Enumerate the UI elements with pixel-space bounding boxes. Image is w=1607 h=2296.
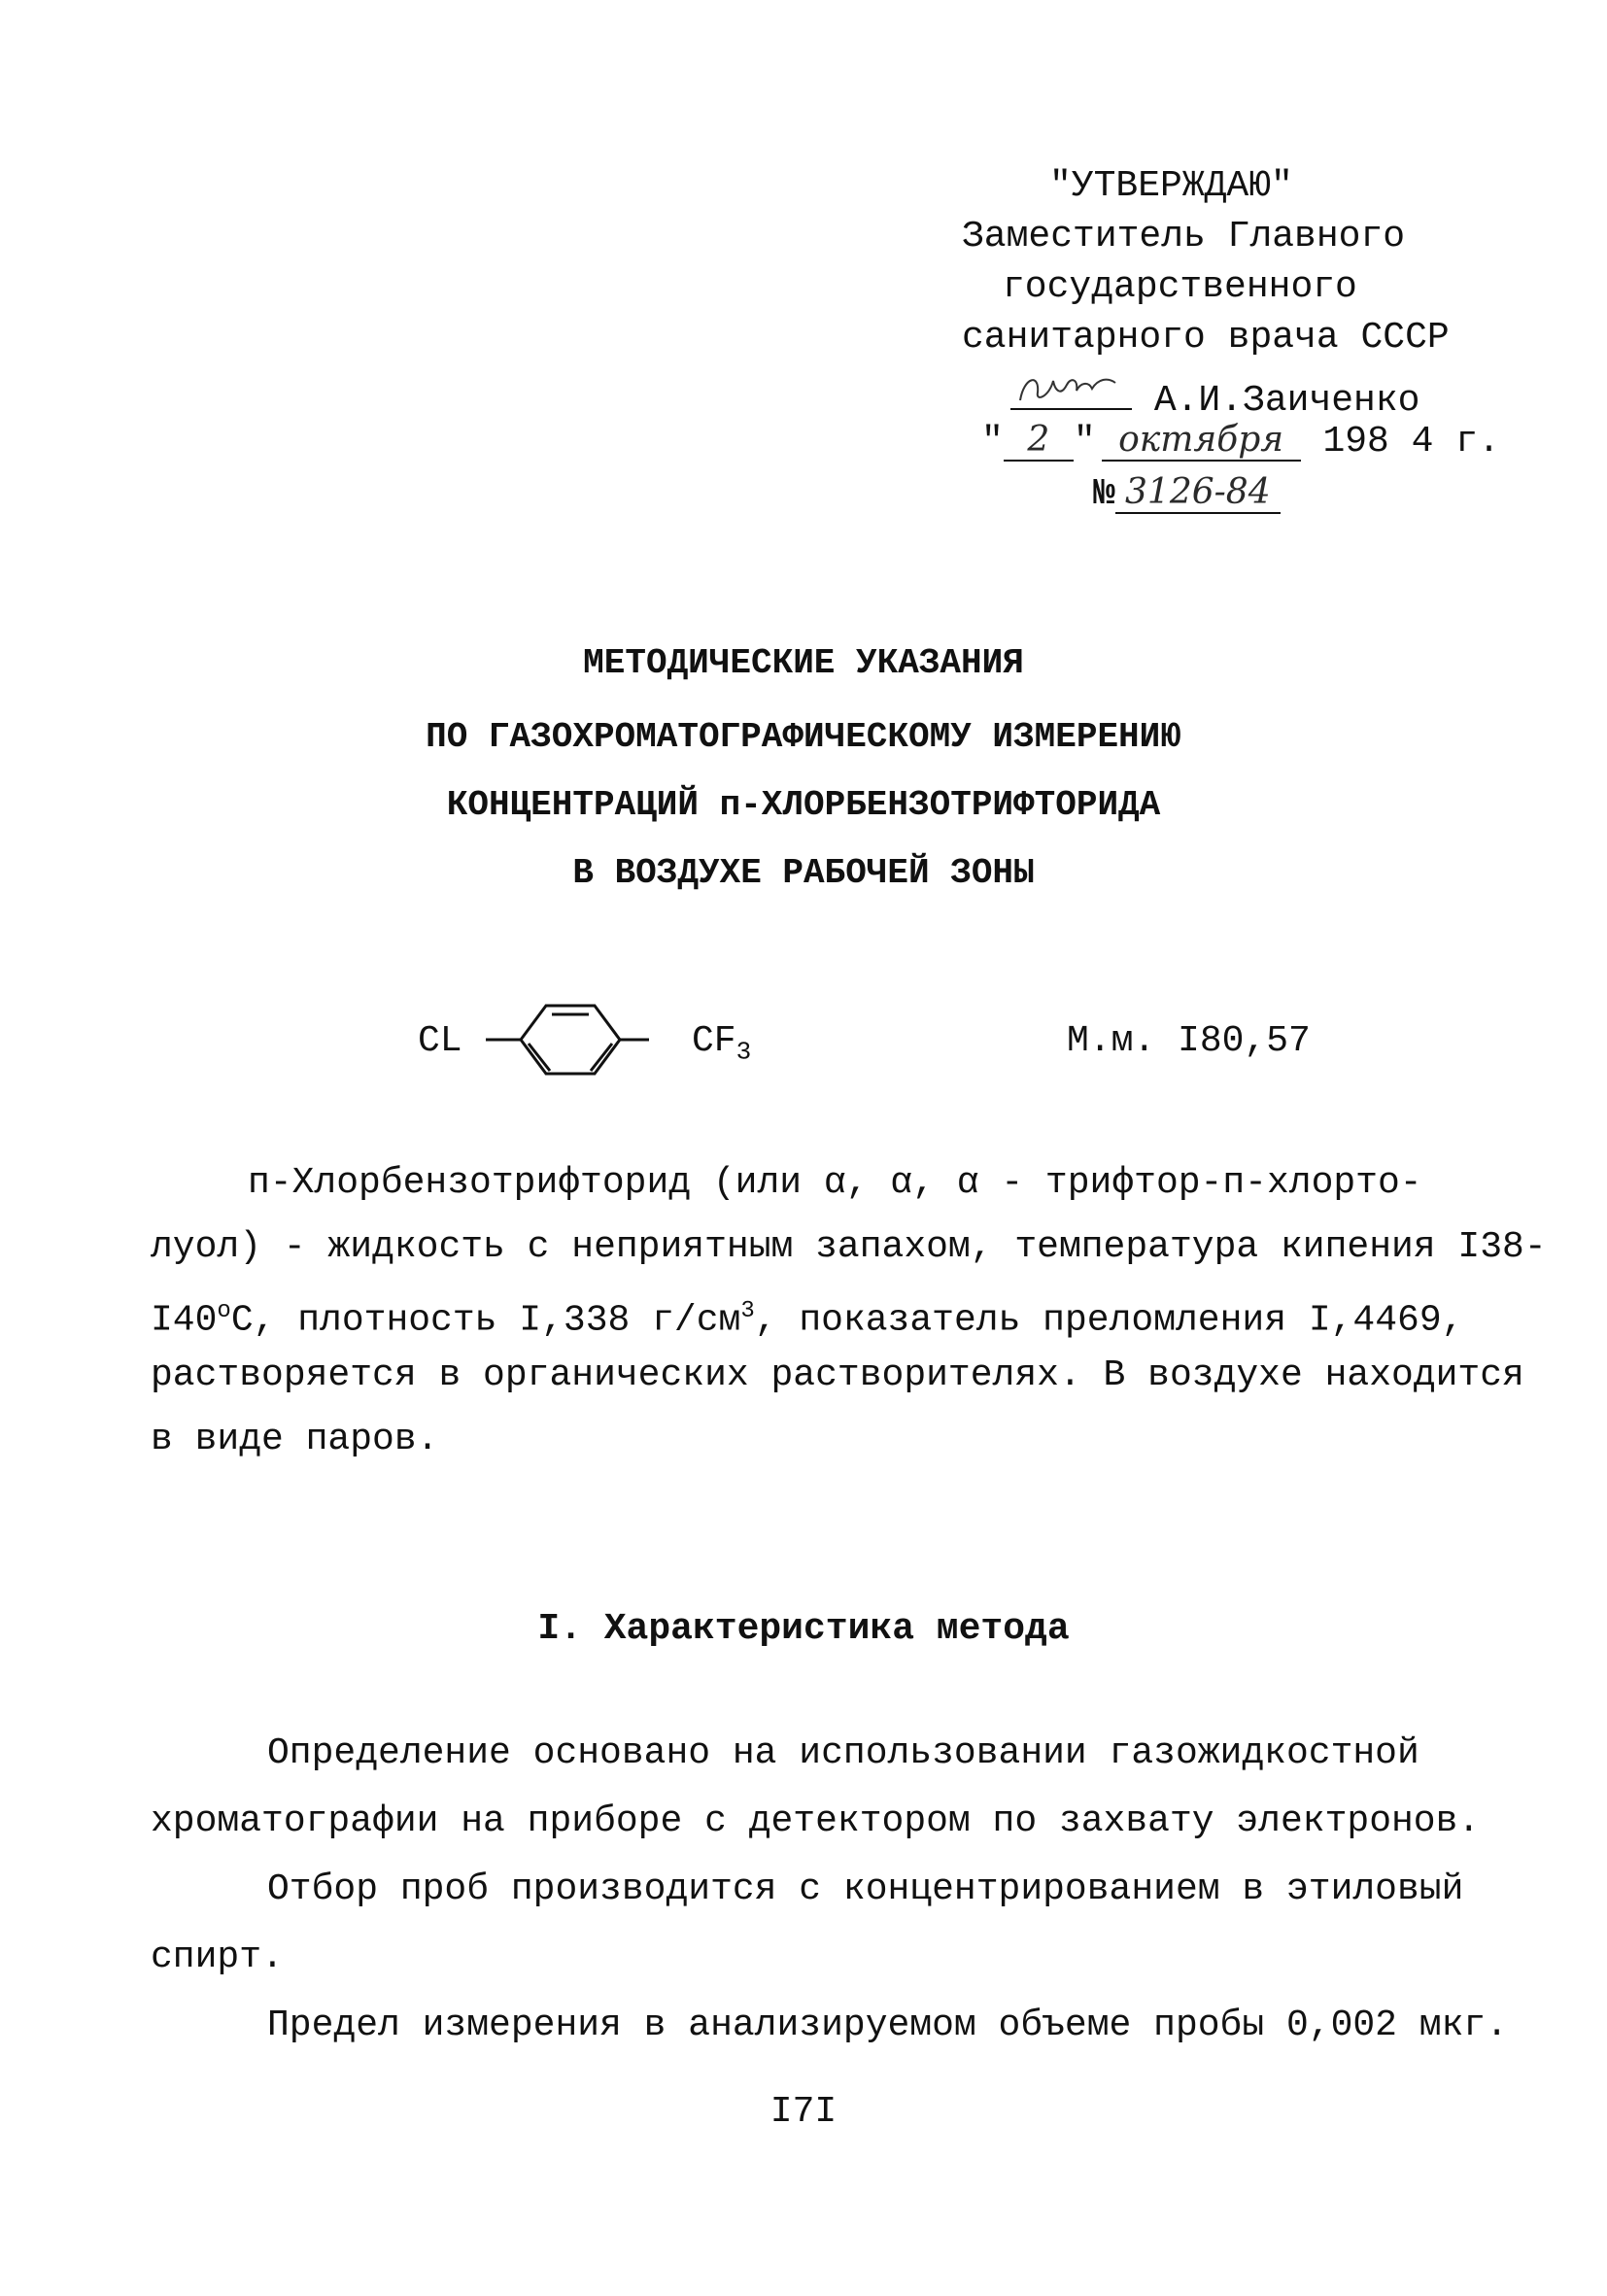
signature-mark: [1010, 367, 1132, 410]
formula-subscript: 3: [735, 1037, 752, 1067]
formula-right-group: $CF_3$: [692, 1020, 752, 1067]
approval-position-line3: санитарного врача СССР: [962, 317, 1450, 359]
title-line-4: В ВОЗДУХЕ РАБОЧЕЙ ЗОНЫ: [572, 853, 1035, 893]
title-line-1: МЕТОДИЧЕСКИЕ УКАЗАНИЯ: [583, 643, 1024, 683]
description-line-5: в виде паров.: [151, 1419, 439, 1460]
description-line-1: п-Хлорбензотрифторид (или α, α, α - трифтор-п-хлорто-: [248, 1162, 1422, 1204]
section-p3-line-1: Предел измерения в анализируемом объеме пробы 0,002 мкг.: [267, 2005, 1509, 2046]
description-paragraph: [151, 1151, 1547, 1482]
chemical-formula: [418, 1001, 1487, 1117]
page-number: I7I: [769, 2091, 838, 2133]
approval-date: " 2 " октября 198 4 г.: [981, 420, 1500, 463]
date-quote: ": [981, 421, 1004, 463]
registration-number: [1093, 472, 1281, 515]
degree-mark: o: [217, 1298, 231, 1324]
date-day: 2: [1004, 420, 1074, 462]
description-line-4: растворяется в органических растворителях. В воздухе находится: [151, 1354, 1524, 1396]
benzene-ring-icon: [486, 1001, 651, 1117]
reg-number: 3126-84: [1115, 472, 1281, 514]
date-month: октября: [1102, 420, 1301, 462]
date-year: 198 4 г.: [1322, 421, 1500, 463]
molar-mass: М.м. I80,57: [1067, 1020, 1311, 1062]
section-heading: I. Характеристика метода: [537, 1608, 1070, 1650]
section-p2-line-1: Отбор проб производится с концентрированием в этиловый: [267, 1868, 1464, 1910]
signature-name: А.И.Заиченко: [1153, 380, 1420, 422]
approval-heading: "УТВЕРЖДАЮ": [1049, 165, 1293, 207]
signature-line: [1010, 367, 1419, 422]
reg-prefix: №: [1093, 473, 1115, 515]
section-body: [151, 1722, 1509, 2149]
title-line-3: КОНЦЕНТРАЦИЙ п-ХЛОРБЕНЗОТРИФТОРИДА: [446, 785, 1161, 825]
approval-position-line1: Заместитель Главного: [962, 216, 1406, 257]
section-p1-line-2: хроматографии на приборе с детектором по захвату электронов.: [151, 1800, 1481, 1842]
section-p2-line-2: спирт.: [151, 1936, 284, 1978]
formula-left-group: CL: [418, 1020, 462, 1062]
description-line-3: I40$^o$C, плотность I,338 $г/см^3$, показатель преломления I,4469,: [151, 1298, 1464, 1342]
handwritten-signature-icon: [1010, 367, 1132, 408]
approval-position-line2: государственного: [1003, 266, 1357, 308]
cube-exponent: 3: [740, 1298, 755, 1324]
section-p1-line-1: Определение основано на использовании газожидкостной: [267, 1732, 1419, 1774]
title-line-2: ПО ГАЗОХРОМАТОГРАФИЧЕСКОМУ ИЗМЕРЕНИЮ: [426, 717, 1181, 757]
description-line-2: луол) - жидкость с неприятным запахом, температура кипения I38-: [151, 1226, 1547, 1268]
